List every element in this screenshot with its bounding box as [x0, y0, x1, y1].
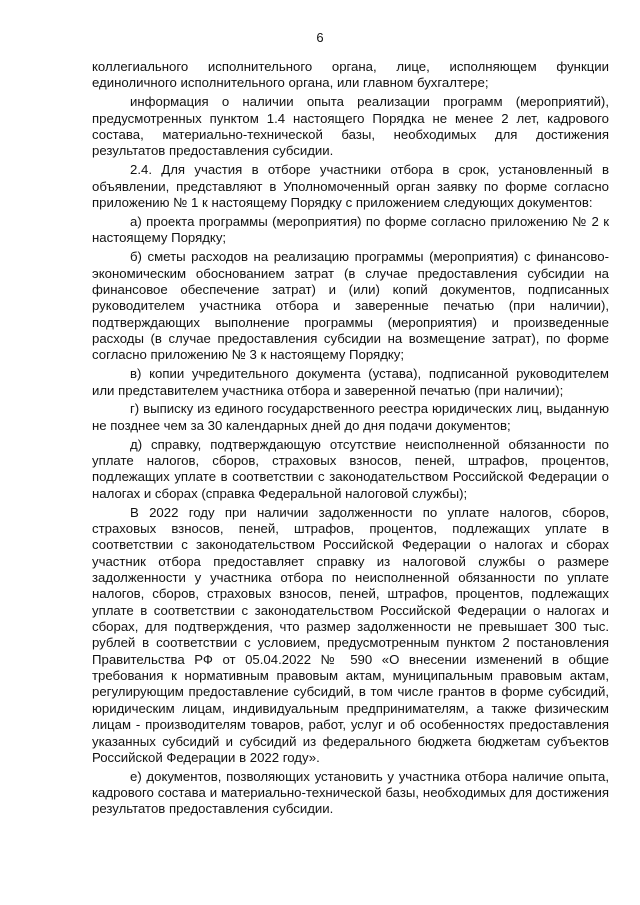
- document-body: [92, 59, 609, 820]
- paragraph-continuation: коллегиального исполнительного органа, лице, исполняющем функции единоличного исполнительного органа, или главном бухгалтере;: [92, 59, 609, 91]
- paragraph-experience-info: информация о наличии опыта реализации программ (мероприятий), предусмотренных пунктом 1.4 настоящего Порядка не менее 2 лет, кадрового состава, материально-технической базы, необходимых для достижения результатов предоставления субсидии.: [92, 94, 609, 159]
- page-number: 6: [316, 30, 324, 45]
- paragraph-2022-debt: В 2022 году при наличии задолженности по уплате налогов, сборов, страховых взносов, пеней, штрафов, процентов, подлежащих уплате в соответствии с законодательством Российской Федерации о налогах и сборах участник отбора предоставляет справку из налоговой службы о размере задолженности у участника отбора по неисполненной обязанности по уплате налогов, сборов, страховых взносов, пеней, штрафов, процентов, подлежащих уплате в соответствии с законодательством Российской Федерации о налогах и сборах, для подтверждения, что размер задолженности не превышает 300 тыс. рублей в соответствии с условием, предусмотренным пунктом 2 постановления Правительства РФ от 05.04.2022 № 590 «О внесении изменений в общие требования к нормативным правовым актам, муниципальным правовым актам, регулирующим предоставление субсидий, в том числе грантов в форме субсидий, юридическим лицам, индивидуальным предпринимателям, а также физическим лицам - производителям товаров, работ, услуг и об особенностях предоставления указанных субсидий и субсидий из федерального бюджета бюджетам субъектов Российской Федерации в 2022 году».: [92, 504, 609, 765]
- list-item-g: г) выписку из единого государственного реестра юридических лиц, выданную не позднее чем за 30 календарных дней до дня подачи документов;: [92, 401, 609, 433]
- list-item-a: а) проекта программы (мероприятия) по форме согласно приложению № 2 к настоящему Порядку;: [92, 213, 609, 246]
- list-item-v: в) копии учредительного документа (устава), подписанной руководителем или представителем участника отбора и заверенной печатью (при наличии);: [92, 366, 609, 398]
- paragraph-2-4: 2.4. Для участия в отборе участники отбора в срок, установленный в объявлении, представляют в Уполномоченный орган заявку по форме согласно приложению № 1 к настоящему Порядку с приложением следующих документов:: [92, 162, 609, 210]
- list-item-e: е) документов, позволяющих установить у участника отбора наличие опыта, кадрового состава и материально-технической базы, необходимых для достижения результатов предоставления субсидии.: [92, 768, 609, 817]
- list-item-b: б) сметы расходов на реализацию программы (мероприятия) с финансово-экономическим обоснованием затрат (в случае предоставления субсидии на финансовое обеспечение затрат) и (или) копий документов, подписанных руководителем участника отбора и заверенные печатью (при наличии), подтверждающих выполнение программы (мероприятия) и произведенные расходы (в случае предоставления субсидии на возмещение затрат), по форме согласно приложению № 3 к настоящему Порядку;: [92, 249, 609, 363]
- list-item-d: д) справку, подтверждающую отсутствие неисполненной обязанности по уплате налогов, сборов, страховых взносов, пеней, штрафов, процентов, подлежащих уплате в соответствии с законодательством Российской Федерации о налогах и сборах (справка Федеральной налоговой службы);: [92, 436, 609, 501]
